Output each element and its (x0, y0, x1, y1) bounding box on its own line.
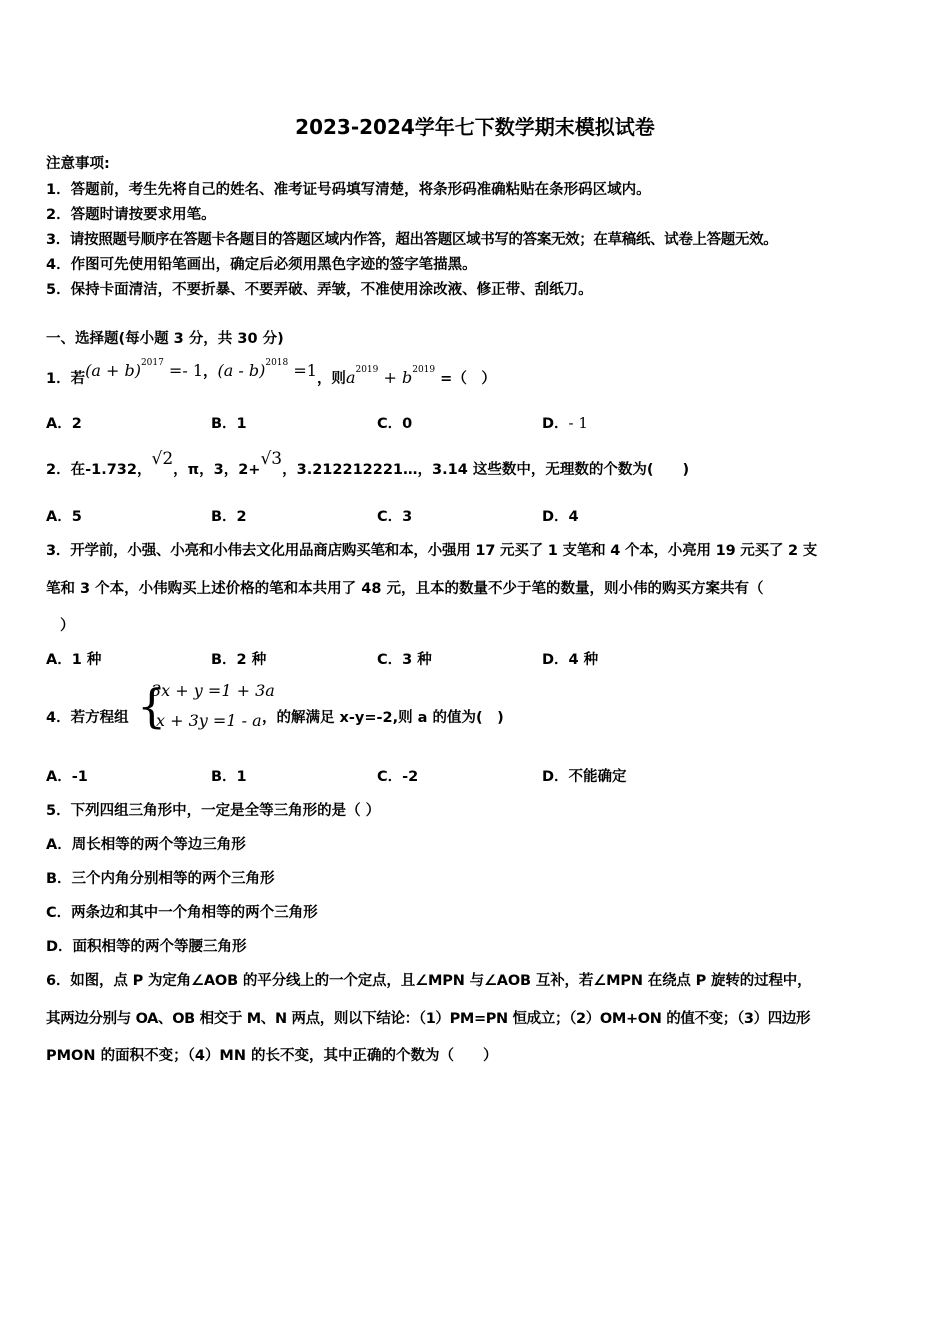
page-title: 2023-2024学年七下数学期末模拟试卷 (295, 115, 655, 139)
q1-plus: + (378, 368, 402, 387)
notice-item: 2．答题时请按要求用笔。 (46, 207, 216, 223)
q1-rhs1: =- 1 (163, 361, 204, 380)
q1-exp3: 2019 (355, 365, 379, 375)
q1-lead: 1．若 (46, 371, 86, 387)
q1-exp1: 2017 (140, 358, 164, 368)
q1-expr1: (a + b) (85, 361, 141, 380)
q2-option-d: D．4 (542, 509, 579, 525)
q1-then: ，则 (316, 371, 346, 387)
q6-line: 其两边分别与 OA、OB 相交于 M、N 两点，则以下结论：（1）PM=PN 恒成立；（2）OM+ON 的值不变；（3）四边形 (46, 1011, 811, 1027)
q1-option-d-label: D． (542, 416, 569, 432)
q5-option-a: A．周长相等的两个等边三角形 (46, 837, 246, 853)
q4-eq2: x + 3y =1 - a (156, 711, 262, 730)
q6-line: 6．如图，点 P 为定角∠AOB 的平分线上的一个定点，且∠MPN 与∠AOB 互补，若∠MPN 在绕点 P 旋转的过程中， (46, 973, 812, 989)
q1-option-b: B．1 (211, 416, 247, 432)
q4-lead: 4．若方程组 (46, 710, 129, 726)
q3-line: ） (60, 618, 75, 634)
question-1-stem (46, 358, 496, 387)
q3-line: 3．开学前，小强、小亮和小伟去文化用品商店购买笔和本，小强用 17 元买了 1 支笔和 4 个本，小亮用 19 元买了 2 支 (46, 543, 818, 559)
notice-item: 4．作图可先使用铅笔画出，确定后必须用黑色字迹的签字笔描黑。 (46, 257, 477, 273)
q4-tail: ，的解满足 x-y=-2,则 a 的值为( ) (262, 710, 504, 726)
q2-option-b: B．2 (211, 509, 247, 525)
q4-eq1: 3x + y =1 + 3a (151, 681, 275, 700)
q2-sqrt2: √2 (151, 449, 174, 469)
q5-option-d: D．面积相等的两个等腰三角形 (46, 939, 247, 955)
q6-line: PMON 的面积不变；（4）MN 的长不变，其中正确的个数为（ ） (46, 1048, 498, 1064)
q1-option-d (542, 412, 588, 433)
q3-option-c: C．3 种 (377, 652, 432, 668)
q3-option-b: B．2 种 (211, 652, 267, 668)
q2-mid1: ，π，3，2+ (173, 462, 261, 478)
q2-mid2: ，3.212212221…，3.14 这些数中，无理数的个数为( ) (282, 462, 690, 478)
notice-item: 3．请按照题号顺序在答题卡各题目的答题区域内作答，超出答题区域书写的答案无效；在草稿纸、试卷上答题无效。 (46, 232, 778, 248)
q1-option-c: C．0 (377, 416, 413, 432)
q1-expr2: (a - b) (217, 361, 266, 380)
q1-option-d-value: - 1 (568, 414, 588, 432)
notice-item: 1．答题前，考生先将自己的姓名、准考证号码填写清楚，将条形码准确粘贴在条形码区域内。 (46, 182, 651, 198)
q1-b: b (401, 368, 413, 387)
q1-a: a (345, 368, 356, 387)
notice-heading: 注意事项: (46, 156, 110, 172)
q1-option-a: A．2 (46, 416, 82, 432)
q3-option-a: A．1 种 (46, 652, 102, 668)
q5-stem: 5．下列四组三角形中，一定是全等三角形的是（ ） (46, 803, 381, 819)
q3-line: 笔和 3 个本，小伟购买上述价格的笔和本共用了 48 元，且本的数量不少于笔的数量，则小伟的购买方案共有（ (46, 581, 764, 597)
q5-option-c: C．两条边和其中一个角相等的两个三角形 (46, 905, 318, 921)
q2-option-a: A．5 (46, 509, 82, 525)
question-2-stem (46, 448, 690, 478)
q4-brace: { (137, 679, 167, 733)
q2-option-c: C．3 (377, 509, 413, 525)
q1-tail: =（ ） (435, 371, 496, 387)
q1-sep: ， (203, 364, 218, 380)
q5-option-b: B．三个内角分别相等的两个三角形 (46, 871, 275, 887)
notice-item: 5．保持卡面清洁，不要折暴、不要弄破、弄皱，不准使用涂改液、修正带、刮纸刀。 (46, 282, 593, 298)
q1-exp4: 2019 (412, 365, 436, 375)
q4-option-d: D．不能确定 (542, 769, 627, 785)
q4-option-a: A．-1 (46, 769, 88, 785)
section-heading: 一、选择题(每小题 3 分，共 30 分) (46, 331, 284, 347)
q2-sqrt3: √3 (260, 449, 283, 469)
q1-exp2: 2018 (265, 358, 289, 368)
q4-option-c: C．-2 (377, 769, 419, 785)
q2-lead: 2．在-1.732， (46, 462, 152, 478)
q4-option-b: B．1 (211, 769, 247, 785)
q1-rhs2: =1 (288, 361, 317, 380)
q3-option-d: D．4 种 (542, 652, 599, 668)
